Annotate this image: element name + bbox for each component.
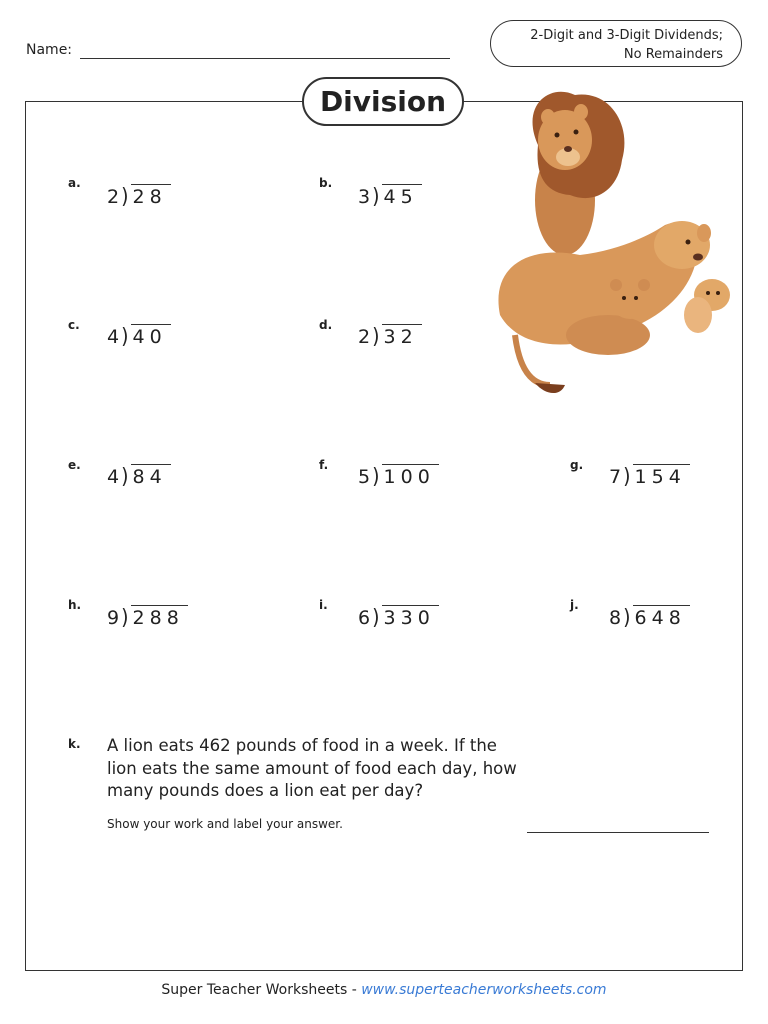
problem-label: h. <box>68 598 82 612</box>
topic-line-2: No Remainders <box>623 47 723 62</box>
problem-label: g. <box>570 458 584 472</box>
division-bracket: ) <box>623 605 631 631</box>
division-problem <box>107 464 171 488</box>
division-problem <box>358 184 422 208</box>
footer <box>0 982 768 998</box>
dividend: 32 <box>382 324 422 348</box>
dividend: 28 <box>131 184 171 208</box>
adult-female-lion <box>498 221 711 393</box>
divisor: 9 <box>107 607 120 629</box>
problem-label: a. <box>68 176 81 190</box>
name-label: Name: <box>26 42 73 58</box>
problem-label: i. <box>319 598 328 612</box>
problem-label: e. <box>68 458 81 472</box>
dividend: 100 <box>382 464 439 488</box>
division-bracket: ) <box>372 464 380 490</box>
division-bracket: ) <box>372 605 380 631</box>
word-problem-text: A lion eats 462 pounds of food in a week. If the lion eats the same amount of food each day, how many pounds does a lion eat per day? <box>107 736 517 800</box>
division-problem <box>107 324 171 348</box>
problem-label: c. <box>68 318 80 332</box>
problem-label: f. <box>319 458 329 472</box>
dividend: 84 <box>131 464 171 488</box>
footer-brand: Super Teacher Worksheets - <box>161 982 362 998</box>
divisor: 2 <box>107 186 120 208</box>
page-title: Division <box>302 77 464 126</box>
dividend: 330 <box>382 605 439 629</box>
problem-label: b. <box>319 176 333 190</box>
division-bracket: ) <box>121 464 129 490</box>
topic-badge <box>490 20 742 67</box>
division-bracket: ) <box>121 324 129 350</box>
division-bracket: ) <box>121 184 129 210</box>
dividend: 288 <box>131 605 188 629</box>
division-problem <box>609 464 690 488</box>
divisor: 6 <box>358 607 371 629</box>
division-problem <box>107 184 171 208</box>
problem-label: j. <box>570 598 579 612</box>
dividend: 154 <box>633 464 690 488</box>
division-bracket: ) <box>372 324 380 350</box>
problem-label: d. <box>319 318 333 332</box>
division-problem <box>358 605 439 629</box>
divisor: 5 <box>358 466 371 488</box>
division-problem <box>358 464 439 488</box>
dividend: 45 <box>382 184 422 208</box>
divisor: 3 <box>358 186 371 208</box>
name-line[interactable] <box>80 58 450 59</box>
divisor: 4 <box>107 466 120 488</box>
footer-url-link[interactable]: www.superteacherworksheets.com <box>361 982 607 998</box>
divisor: 2 <box>358 326 371 348</box>
answer-line[interactable] <box>527 832 709 833</box>
division-bracket: ) <box>372 184 380 210</box>
divisor: 4 <box>107 326 120 348</box>
division-bracket: ) <box>121 605 129 631</box>
dividend: 40 <box>131 324 171 348</box>
division-problem <box>609 605 690 629</box>
dividend: 648 <box>633 605 690 629</box>
topic-line-1: 2-Digit and 3-Digit Dividends; <box>530 28 723 43</box>
division-problem <box>358 324 422 348</box>
divisor: 7 <box>609 466 622 488</box>
lion-family-illustration <box>490 85 738 410</box>
division-problem <box>107 605 188 629</box>
problem-label-k: k. <box>68 737 81 751</box>
division-bracket: ) <box>623 464 631 490</box>
adult-male-lion <box>533 92 625 255</box>
divisor: 8 <box>609 607 622 629</box>
instruction-text: Show your work and label your answer. <box>107 817 343 831</box>
